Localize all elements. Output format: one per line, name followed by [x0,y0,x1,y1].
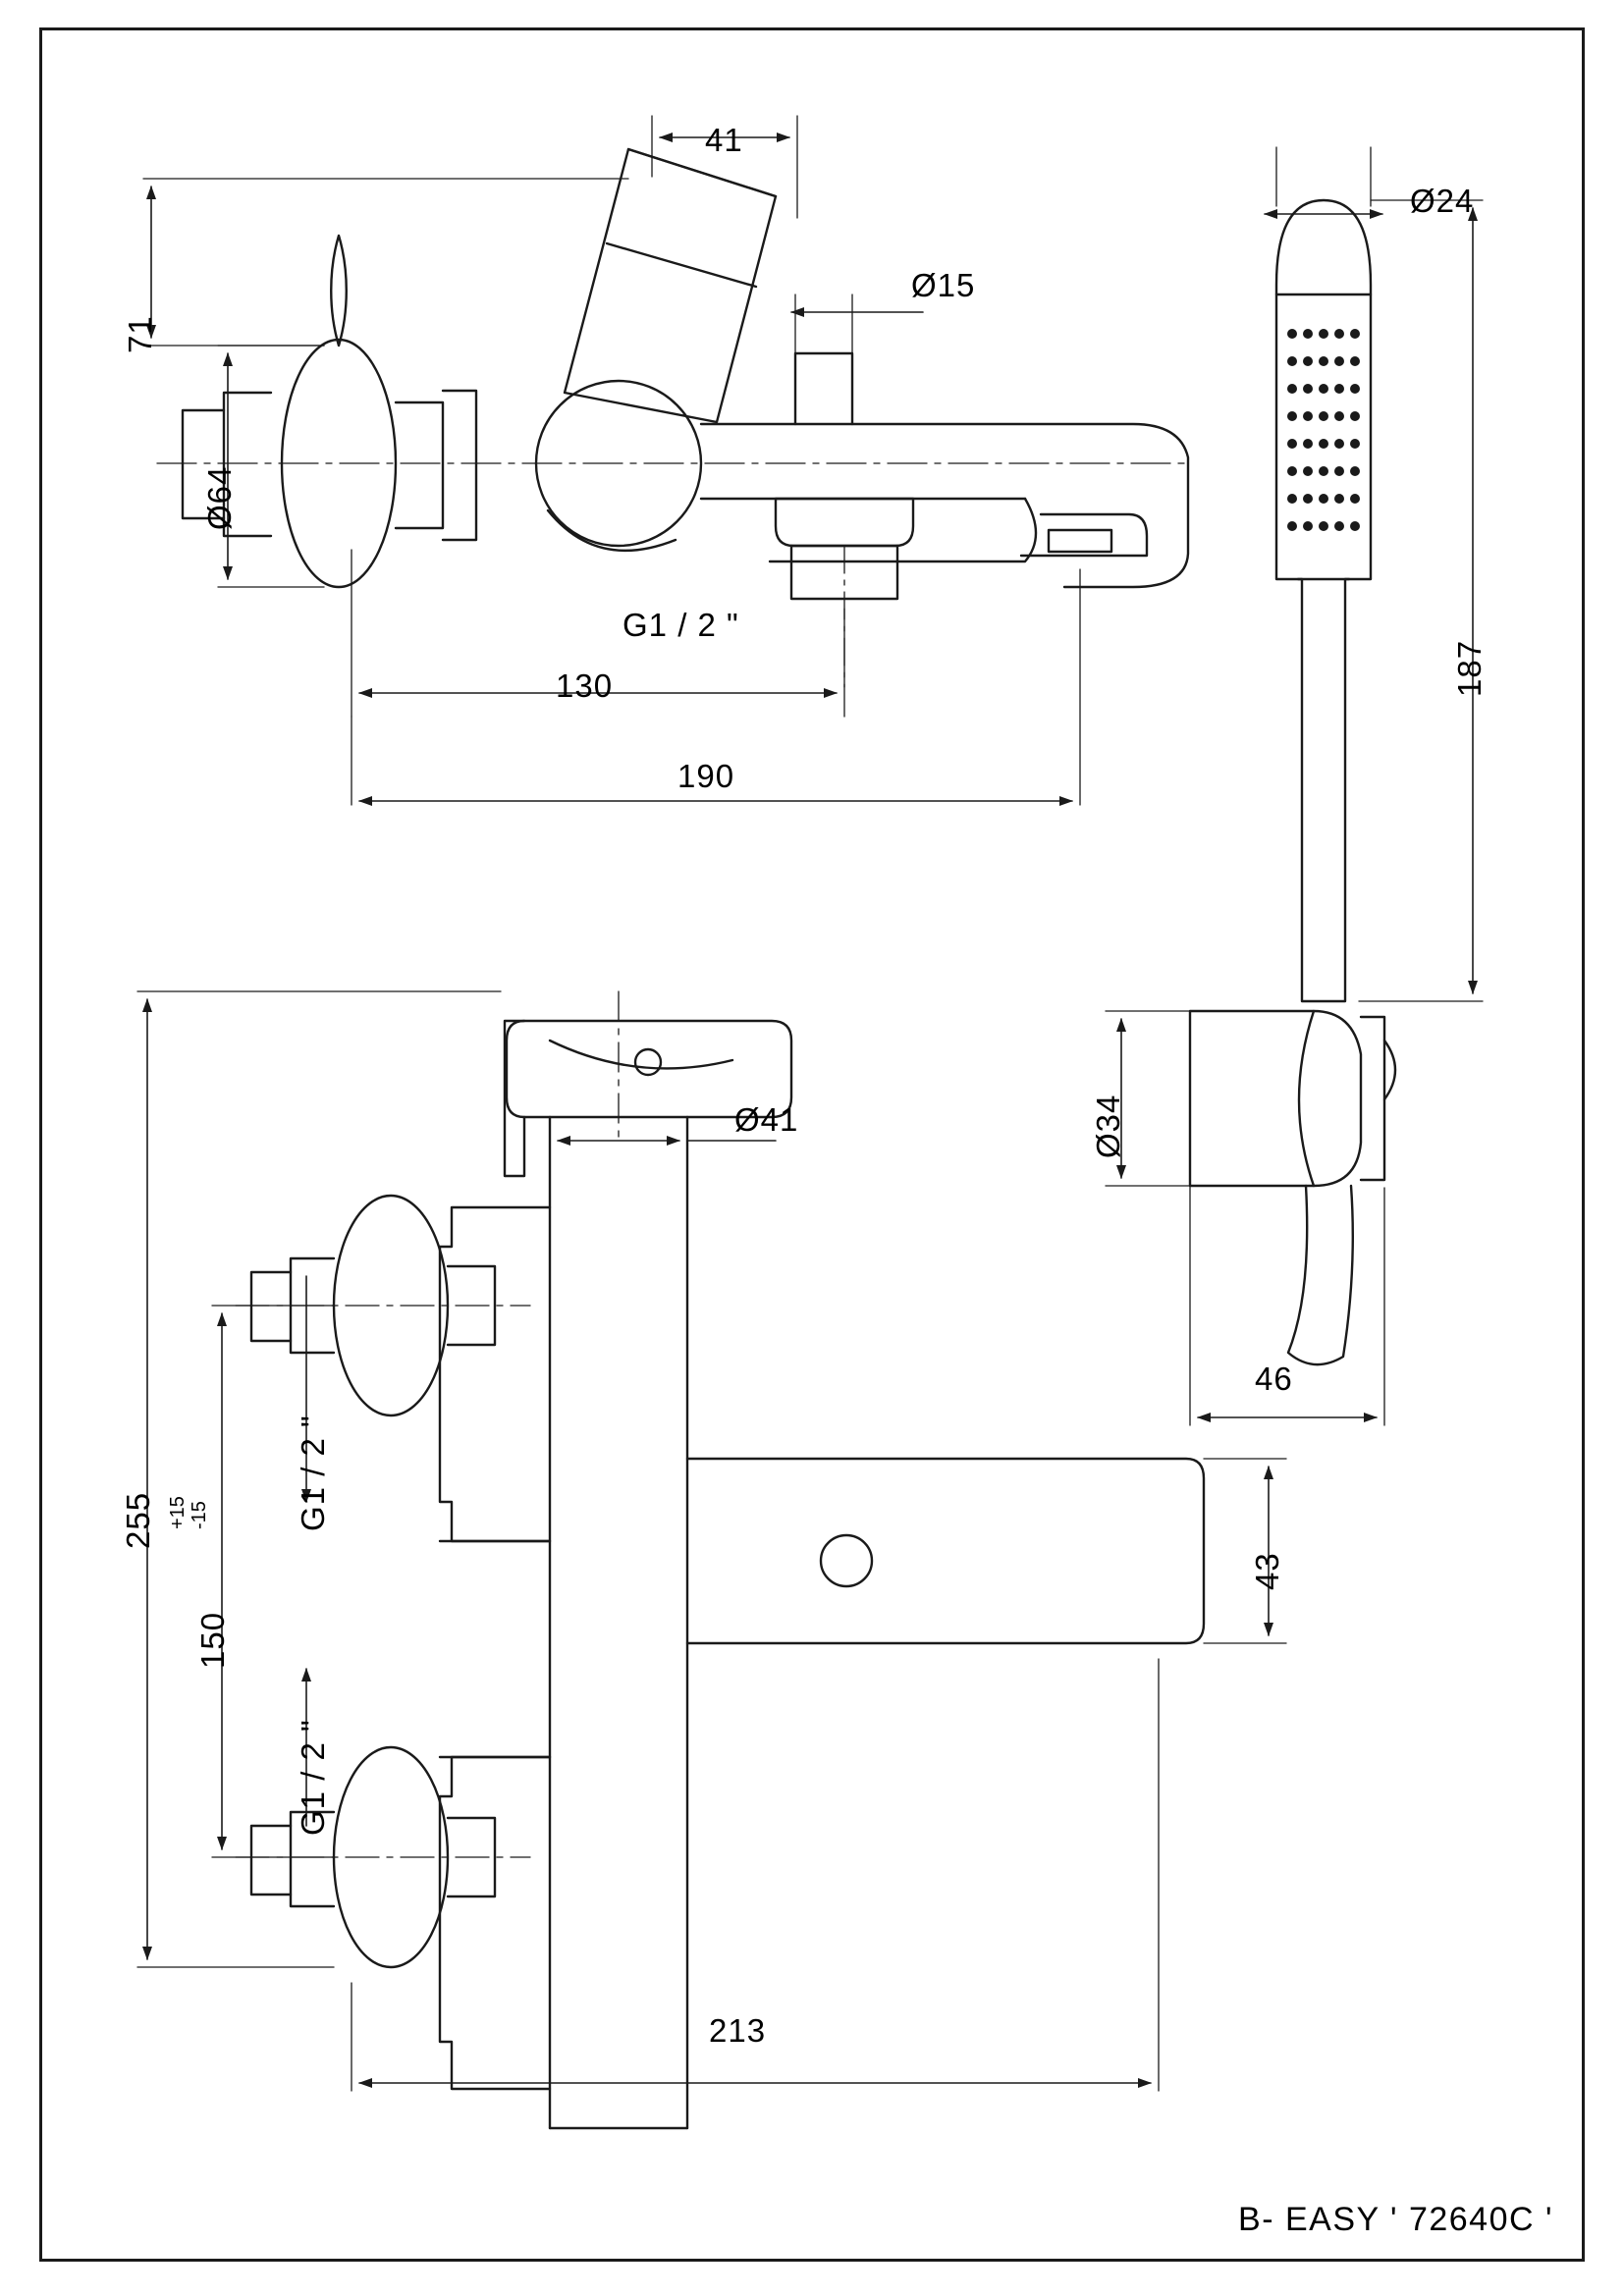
dim-label-130: 130 [556,667,614,704]
dim-label-g12-lower: G1 / 2 " [295,1719,331,1836]
dim-label-46: 46 [1255,1361,1293,1397]
dim-tolerance-150 [167,1496,210,1529]
dim-label-g12-upper: G1 / 2 " [295,1415,331,1531]
tolerance-minus: -15 [189,1501,210,1529]
dim-label-dia41: Ø41 [734,1101,799,1138]
dim-label-71: 71 [122,315,158,353]
dim-label-g12-top: G1 / 2 " [623,607,739,643]
dim-label-dia34: Ø34 [1090,1094,1126,1158]
dim-label-dia15: Ø15 [911,267,976,303]
dim-label-213: 213 [709,2012,767,2049]
tolerance-plus: +15 [167,1496,189,1529]
dim-label-dia24: Ø24 [1410,183,1475,219]
dim-label-43: 43 [1249,1552,1285,1590]
dim-label-255: 255 [120,1491,156,1549]
dim-label-187: 187 [1451,639,1488,697]
dim-label-41: 41 [705,122,743,158]
dim-label-150: 150 [194,1611,231,1669]
dim-label-190: 190 [677,758,735,794]
dim-label-dia64: Ø64 [201,465,238,530]
title-block-text: B- EASY ' 72640C ' [1238,2201,1553,2238]
